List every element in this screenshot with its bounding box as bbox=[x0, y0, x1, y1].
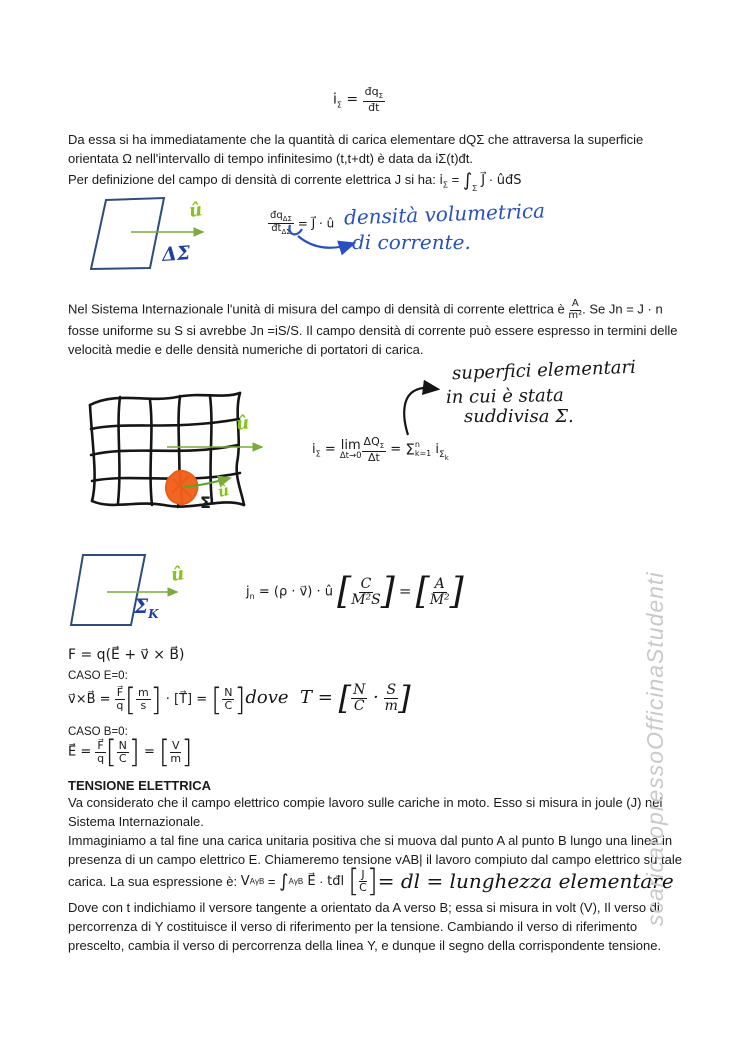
formula-token: · bbox=[315, 873, 328, 889]
formula-token: Δt bbox=[367, 450, 380, 464]
handwritten-bracket: [ bbox=[337, 571, 352, 612]
formula-token: N bbox=[353, 681, 366, 698]
formula-token: = bbox=[264, 873, 280, 889]
formula-token: = bbox=[386, 442, 406, 458]
bracket: [ bbox=[211, 680, 223, 718]
formula-token: = bbox=[254, 584, 274, 600]
formula-token: Σ bbox=[134, 594, 149, 618]
delta-sigma-label: ΔΣ bbox=[161, 242, 191, 266]
paragraph-line: Va considerato che il campo elettrico compie lavoro sulle cariche in moto. Esso si misura in joule (J) nel bbox=[68, 795, 663, 810]
formula-token: J bbox=[361, 867, 365, 881]
formula-token: đt bbox=[368, 100, 380, 114]
paragraph-line-formula bbox=[68, 864, 674, 898]
formula-token: E⃗ bbox=[68, 744, 77, 760]
formula-token: Σ bbox=[379, 442, 385, 451]
formula-token: F⃗ bbox=[116, 686, 124, 700]
figure-parallelogram-sigma-k bbox=[64, 548, 199, 633]
u-hat-label: û bbox=[169, 563, 186, 586]
sigma-label: Σ bbox=[200, 493, 211, 512]
bracket: [ bbox=[159, 733, 170, 770]
paragraph-line: presenza di un campo elettrico E. Chiameremo tensione vAB| il lavoro compiuto dal campo elettrico su tale bbox=[68, 852, 682, 867]
formula-token: Σ bbox=[439, 449, 445, 460]
paragraph-line: Immaginiamo a tal fine una carica unitaria positiva che si muova dal punto A al punto B lungo una linea in bbox=[68, 833, 673, 848]
arrow-curve bbox=[298, 236, 352, 248]
paragraph-text: carica. La sua espressione è: bbox=[68, 873, 241, 889]
formula-token: Σ bbox=[443, 180, 448, 190]
u-hat-label: û bbox=[216, 481, 231, 501]
paragraph-text: Nel Sistema Internazionale l'unità di misura del campo di densità di corrente elettrica è bbox=[68, 301, 569, 317]
formula-token: C bbox=[360, 575, 372, 592]
formula-token: M²S bbox=[351, 591, 381, 608]
handwritten-note-black: superfici elementari bbox=[451, 356, 637, 385]
paragraph-line: percorrenza di Υ costituisce il verso di riferimento per la tensione. Cambiando il verso di riferimento bbox=[68, 919, 638, 934]
formula-token: A bbox=[434, 575, 445, 592]
formula-token: v⃗×B⃗ bbox=[68, 692, 96, 707]
formula-token: Σ bbox=[336, 100, 342, 110]
paragraph-line-formula bbox=[68, 299, 663, 321]
u-hat-label: û bbox=[187, 199, 204, 222]
bracket: [ bbox=[125, 680, 136, 718]
formula-token: (ρ · v⃗) · û bbox=[273, 584, 333, 600]
formula-token: = bbox=[320, 442, 340, 458]
formula-token: A bbox=[571, 298, 579, 309]
formula-token: N bbox=[224, 686, 233, 700]
formula-token: = bbox=[192, 692, 212, 707]
formula-token: = bbox=[398, 581, 412, 600]
formula-token: V bbox=[240, 873, 250, 889]
section-heading: TENSIONE ELETTRICA bbox=[68, 778, 212, 793]
paragraph-line: velocità medie e delle densità numeriche di portatori di carica. bbox=[68, 342, 424, 357]
formula-token: = bbox=[341, 91, 363, 108]
formula-token: ûđS bbox=[496, 173, 522, 188]
formula-token: đq bbox=[364, 85, 379, 98]
handwritten-bracket: ] bbox=[398, 679, 411, 717]
sigma-k-label bbox=[134, 594, 159, 621]
paragraph-line: Sistema Internazionale. bbox=[68, 814, 204, 829]
formula-token: C bbox=[224, 699, 233, 712]
handwritten-note-black: suddivisa Σ. bbox=[464, 406, 574, 427]
formula-token: i bbox=[333, 91, 337, 108]
formula-token: V bbox=[171, 738, 180, 752]
formula-token: C bbox=[118, 751, 127, 765]
formula-limit-sum bbox=[312, 436, 449, 463]
formula-token: i bbox=[312, 442, 316, 458]
formula-token: M² bbox=[429, 591, 450, 608]
bracket: [ bbox=[105, 733, 117, 770]
formula-token: ΔΣ bbox=[282, 215, 292, 223]
case-label: CASO B=0: bbox=[68, 726, 128, 738]
formula-token: q bbox=[97, 751, 105, 765]
handwritten-bracket: ] bbox=[449, 571, 464, 612]
formula-token: = bbox=[95, 692, 115, 707]
formula-token: i bbox=[439, 173, 444, 188]
paragraph-line: fosse uniforme su S si avrebbe Jn =iS/S. Il campo densità di corrente può essere espresso in termini delle bbox=[68, 323, 678, 338]
watermark: scaricatopressoOfficinaStudenti bbox=[642, 571, 668, 926]
formula-token: đq bbox=[270, 210, 283, 221]
paragraph-text: Per definizione del campo di densità di corrente elettrica J si ha: bbox=[68, 172, 440, 187]
handwritten-word: dove bbox=[245, 687, 289, 708]
bracket: ] bbox=[150, 680, 162, 718]
formula-token: m bbox=[137, 686, 149, 700]
formula-token: lim bbox=[340, 437, 361, 453]
paragraph-line: Da essa si ha immediatamente che la quantità di carica elementare dQΣ che attraversa la superficie bbox=[68, 132, 644, 147]
paragraph-line: Dove con t indichiamo il versore tangente a orientato da A verso B; essa si misura in volt (V), Il verso di bbox=[68, 900, 660, 915]
formula-token: J⃗ · û bbox=[311, 216, 335, 231]
formula-token: i bbox=[435, 442, 440, 458]
formula-token: AγB bbox=[249, 876, 265, 886]
formula-token: · bbox=[161, 692, 175, 707]
integral-sign: ∫ bbox=[279, 870, 289, 892]
formula-token: AγB bbox=[288, 876, 304, 886]
sum-sign: Σ bbox=[405, 440, 415, 459]
formula-token: m bbox=[170, 751, 182, 765]
formula-token: ΔQ bbox=[363, 435, 380, 448]
formula-token: n bbox=[414, 439, 420, 449]
figure-parallelogram-delta-sigma bbox=[85, 193, 225, 277]
bracket: ] bbox=[128, 733, 140, 770]
formula-token: n bbox=[249, 592, 255, 602]
formula-token: Σ bbox=[472, 184, 478, 193]
formula-token: s bbox=[140, 699, 147, 712]
formula-token: C bbox=[353, 697, 365, 714]
formula-token: k=1 bbox=[414, 448, 432, 458]
bracket: ] bbox=[181, 733, 193, 770]
formula-token: m bbox=[384, 697, 398, 714]
formula-token: Δt→0 bbox=[339, 450, 362, 461]
formula-current-density-units bbox=[246, 571, 464, 612]
formula-token: = bbox=[76, 744, 96, 760]
formula-token: Σ bbox=[315, 449, 321, 459]
formula-token: tđl bbox=[327, 873, 349, 889]
parallelogram-shape bbox=[91, 198, 164, 269]
paragraph-line: prescelto, cambia il verso di percorrenza della linea Υ, e dunque il segno della corrispondente tensione. bbox=[68, 938, 662, 953]
formula-token: q bbox=[116, 699, 124, 712]
formula-token: k bbox=[444, 453, 449, 462]
u-hat-label: û bbox=[234, 412, 251, 435]
case-label: CASO E=0: bbox=[68, 670, 128, 682]
paragraph-text: . Se Jn = J · n bbox=[582, 301, 663, 317]
u-swoosh bbox=[289, 225, 302, 234]
formula-token: F⃗ bbox=[97, 738, 104, 752]
formula-token: m² bbox=[568, 309, 583, 321]
formula-token: Σ bbox=[378, 92, 383, 101]
formula-token: = bbox=[139, 744, 159, 760]
formula-token: C bbox=[359, 880, 367, 894]
formula-token: K bbox=[148, 607, 159, 621]
handwritten-bracket: [ bbox=[415, 571, 430, 612]
formula-current-definition bbox=[333, 86, 385, 113]
formula-lorentz-force: F = q(E⃗ + v⃗ × B⃗) bbox=[68, 647, 185, 663]
bracket: ] bbox=[366, 862, 378, 899]
formula-token: = bbox=[293, 216, 312, 231]
bracket: [ bbox=[348, 862, 360, 899]
formula-token: j bbox=[246, 584, 250, 600]
handwritten-note-blue: di corrente. bbox=[352, 230, 471, 254]
handwritten-note-black: = dl = lunghezza elementare bbox=[377, 868, 674, 893]
formula-token: J⃗ bbox=[477, 173, 486, 188]
handwritten-note-black: in cui è stata bbox=[445, 384, 564, 409]
formula-token: ΔΣ bbox=[281, 228, 291, 237]
formula-token: S bbox=[386, 681, 397, 698]
handwritten-word: T = bbox=[294, 687, 339, 708]
figure-grid-sigma bbox=[72, 383, 277, 523]
arrow-curve bbox=[404, 388, 436, 435]
formula-vxb bbox=[68, 679, 411, 718]
formula-e-field bbox=[68, 733, 193, 770]
formula-token: · bbox=[367, 687, 385, 708]
handwritten-note-blue: densità volumetrica bbox=[343, 198, 546, 230]
formula-token: E⃗ bbox=[303, 873, 316, 889]
hook-arrow bbox=[398, 380, 452, 440]
handwritten-bracket: [ bbox=[338, 679, 352, 717]
integral-sign: ∫ bbox=[462, 170, 473, 192]
handwritten-bracket: ] bbox=[380, 571, 395, 612]
formula-token: = bbox=[448, 172, 463, 187]
formula-token: · bbox=[485, 172, 497, 187]
formula-token: N bbox=[118, 738, 127, 752]
paragraph-line: orientata Ω nell'intervallo di tempo infinitesimo (t,t+dt) è data da iΣ(t)đt. bbox=[68, 151, 474, 166]
formula-token: đt bbox=[271, 223, 282, 235]
formula-token: [T⃗] bbox=[174, 692, 193, 707]
bracket: ] bbox=[234, 680, 246, 718]
